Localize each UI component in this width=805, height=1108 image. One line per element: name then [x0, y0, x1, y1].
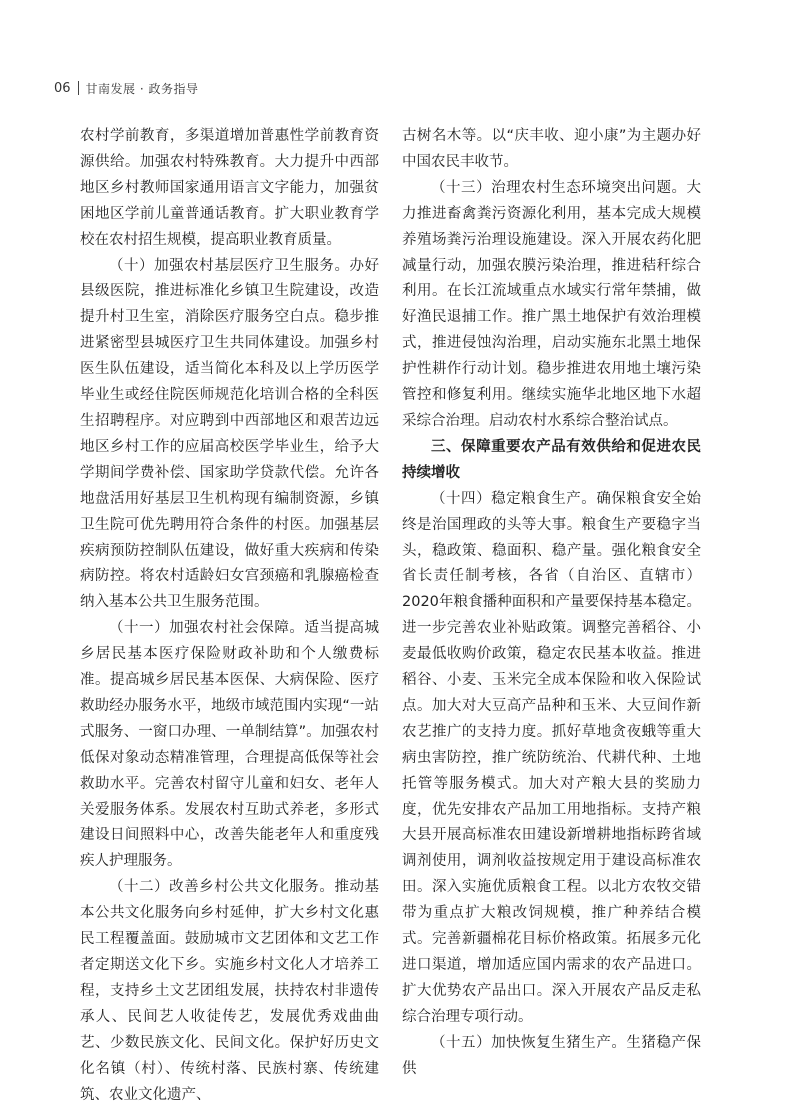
section-heading: 三、保障重要农产品有效供给和促进农民持续增收	[402, 438, 701, 481]
paragraph: （十）加强农村基层医疗卫生服务。办好县级医院，推进标准化乡镇卫生院建设，改造提升村卫生室，消除医疗服务空白点。稳步推进紧密型县城医疗卫生共同体建设。加强乡村医生队伍建设，适当简化本科及以上学历医学毕业生或经住院医师规范化培训合格的全科医生招聘程序。对应聘到中西部地区和艰苦边远地区乡村工作的应届高校医学毕业生，给予大学期间学费补偿、国家助学贷款代偿。允许各地盘活用好基层卫生机构现有编制资源，乡镇卫生院可优先聘用符合条件的村医。加强基层疾病预防控制队伍建设，做好重大疾病和传染病防控。将农村适龄妇女宫颈癌和乳腺癌检查纳入基本公共卫生服务范围。	[80, 257, 379, 611]
publication-title: 甘南发展 · 政务指导	[85, 81, 199, 96]
header-divider	[78, 81, 79, 95]
right-column	[402, 124, 701, 1083]
paragraph: （十三）治理农村生态环境突出问题。大力推进畜禽粪污资源化利用，基本完成大规模养殖场粪污治理设施建设。深入开展农药化肥减量行动，加强农膜污染治理，推进秸秆综合利用。在长江流域重点水域实行常年禁捕，做好渔民退捕工作。推广黑土地保护有效治理模式，推进侵蚀沟治理，启动实施东北黑土地保护性耕作行动计划。稳步推进农用地土壤污染管控和修复利用。继续实施华北地区地下水超采综合治理。启动农村水系综合整治试点。	[402, 179, 701, 429]
page-header	[54, 78, 199, 98]
paragraph: 古树名木等。以“庆丰收、迎小康”为主题办好中国农民丰收节。	[402, 128, 701, 170]
paragraph: （十一）加强农村社会保障。适当提高城乡居民基本医疗保险财政补助和个人缴费标准。提高城乡居民基本医保、大病保险、医疗救助经办服务水平，地级市域范围内实现“一站式服务、一窗口办理、一单制结算”。加强农村低保对象动态精准管理，合理提高低保等社会救助水平。完善农村留守儿童和妇女、老年人关爱服务体系。发展农村互助式养老，多形式建设日间照料中心，改善失能老年人和重度残疾人护理服务。	[80, 620, 379, 870]
paragraph: （十二）改善乡村公共文化服务。推动基本公共文化服务向乡村延伸，扩大乡村文化惠民工程覆盖面。鼓励城市文艺团体和文艺工作者定期送文化下乡。实施乡村文化人才培养工程，支持乡土文艺团组发展，扶持农村非遗传承人、民间艺人收徒传艺，发展优秀戏曲曲艺、少数民族文化、民间文化。保护好历史文化名镇（村）、传统村落、民族村寨、传统建筑、农业文化遗产、	[80, 879, 379, 1103]
paragraph: （十四）稳定粮食生产。确保粮食安全始终是治国理政的头等大事。粮食生产要稳字当头，稳政策、稳面积、稳产量。强化粮食安全省长责任制考核，各省（自治区、直辖市）2020年粮食播种面积和产量要保持基本稳定。进一步完善农业补贴政策。调整完善稻谷、小麦最低收购价政策，稳定农民基本收益。推进稻谷、小麦、玉米完全成本保险和收入保险试点。加大对大豆高产品种和玉米、大豆间作新农艺推广的支持力度。抓好草地贪夜蛾等重大病虫害防控，推广统防统治、代耕代种、土地托管等服务模式。加大对产粮大县的奖励力度，优先安排农产品加工用地指标。支持产粮大县开展高标准农田建设新增耕地指标跨省域调剂使用，调剂收益按规定用于建设高标准农田。深入实施优质粮食工程。以北方农牧交错带为重点扩大粮改饲规模，推广种养结合模式。完善新疆棉花目标价格政策。拓展多元化进口渠道，增加适应国内需求的农产品进口。扩大优势农产品出口。深入开展农产品反走私综合治理专项行动。	[402, 490, 701, 1025]
paragraph: （十五）加快恢复生猪生产。生猪稳产保供	[402, 1034, 701, 1077]
paragraph: 农村学前教育，多渠道增加普惠性学前教育资源供给。加强农村特殊教育。大力提升中西部地区乡村教师国家通用语言文字能力，加强贫困地区学前儿童普通话教育。扩大职业教育学校在农村招生规模，提高职业教育质量。	[80, 128, 379, 248]
left-column	[80, 124, 379, 1108]
page-number: 06	[54, 80, 71, 96]
